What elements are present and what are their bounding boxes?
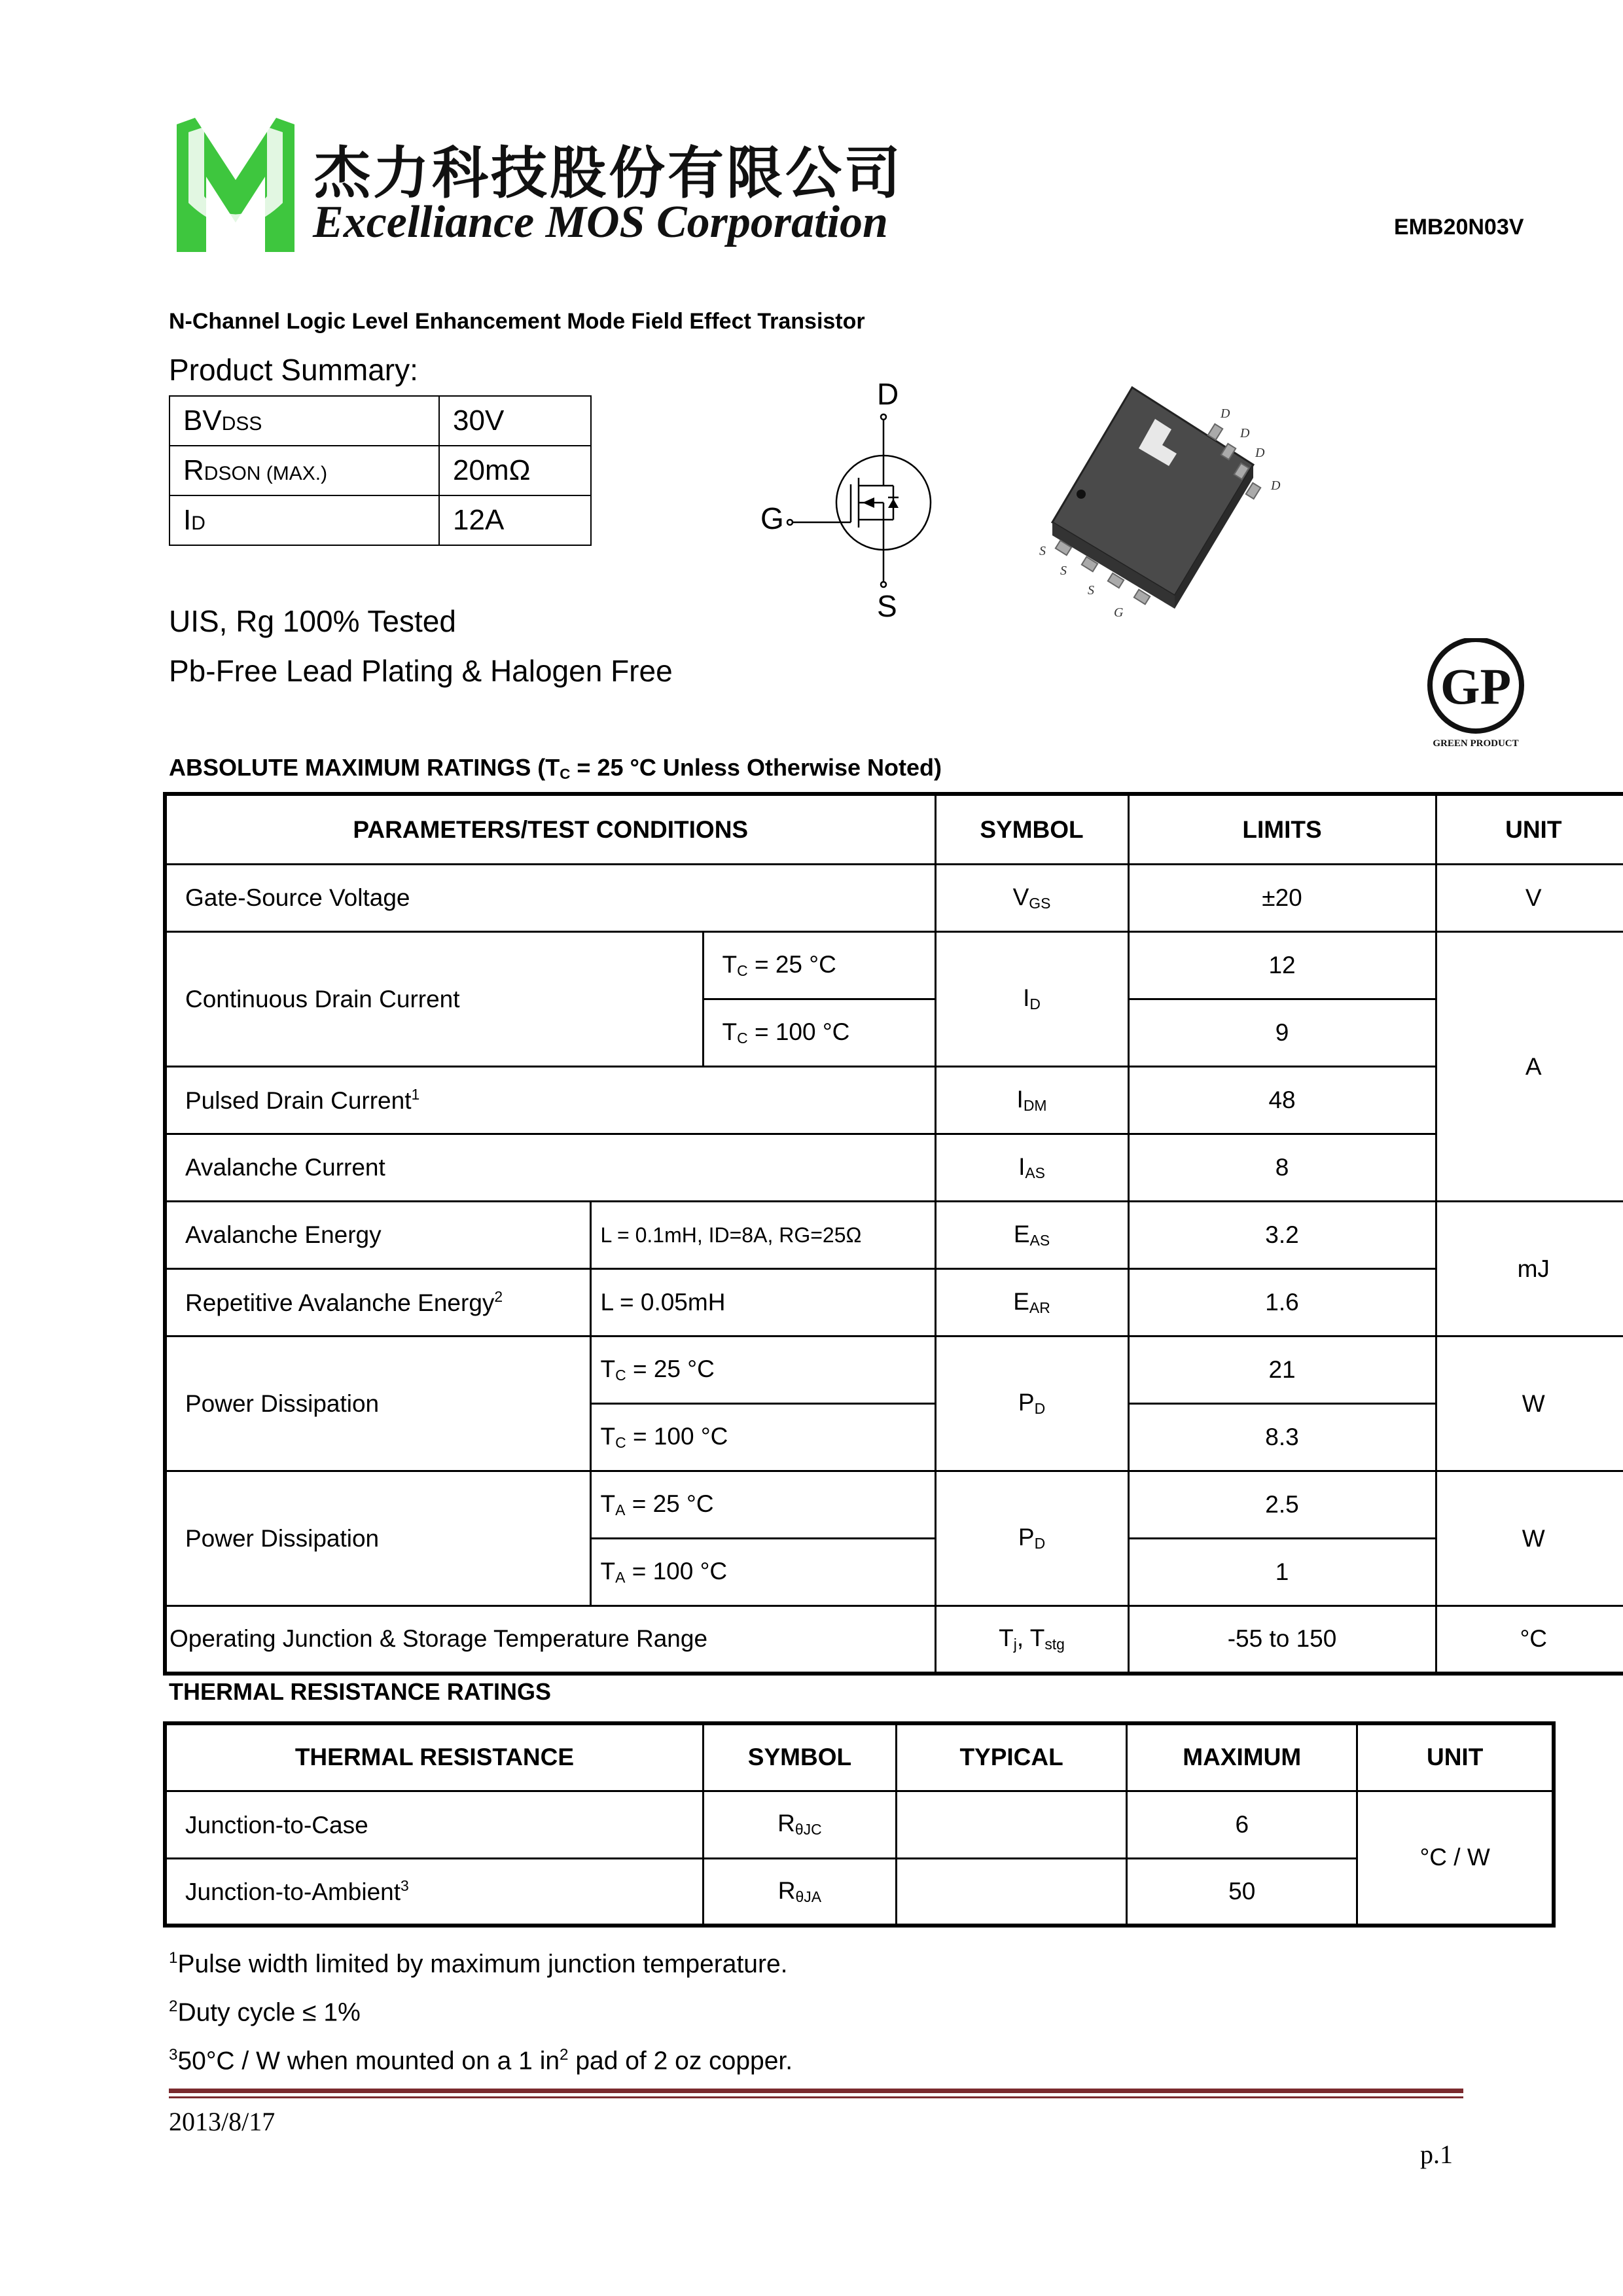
limit-cell: 2.5	[1128, 1471, 1436, 1539]
footer-rule	[169, 2089, 1463, 2093]
source-label: S	[877, 589, 897, 623]
condition-cell: $T_C = 25$ °C	[703, 932, 935, 999]
summary-param: R	[183, 454, 204, 486]
condition-cell: $T_C = 25$ °C	[590, 1336, 935, 1404]
feature-tested: UIS, Rg 100% Tested	[169, 604, 456, 638]
limit-cell: 9	[1128, 999, 1436, 1067]
typical-cell	[897, 1858, 1127, 1926]
mosfet-schematic	[753, 373, 949, 635]
summary-row	[169, 446, 591, 495]
abs-max-title: ABSOLUTE MAXIMUM RATINGS ($T_C = 25$ °C Unless Otherwise Noted)	[169, 754, 942, 782]
device-description: N-Channel Logic Level Enhancement Mode Field Effect Transistor	[169, 309, 865, 334]
unit-cell: mJ	[1436, 1202, 1623, 1336]
table-row	[165, 1336, 1623, 1404]
col-header-symbol: SYMBOL	[703, 1723, 896, 1791]
symbol-cell: $R_{\theta JC}$	[703, 1791, 896, 1858]
pin-label: D	[1240, 426, 1250, 440]
col-header-unit: UNIT	[1357, 1723, 1554, 1791]
condition-cell: L = 0.05mH	[590, 1269, 935, 1336]
pin-label: G	[1114, 605, 1124, 620]
col-header-params: PARAMETERS/TEST CONDITIONS	[165, 794, 935, 865]
unit-cell: °C / W	[1357, 1791, 1554, 1926]
pin-label: D	[1255, 446, 1265, 460]
table-row	[165, 1134, 1623, 1202]
symbol-cell: $T_j$, $T_{stg}$	[935, 1606, 1128, 1674]
condition-cell: $T_A = 100$ °C	[590, 1539, 935, 1606]
table-row	[165, 1202, 1623, 1269]
package-image	[1034, 380, 1309, 655]
unit-cell: V	[1436, 865, 1623, 932]
col-header-maximum: MAXIMUM	[1127, 1723, 1357, 1791]
table-row	[165, 1269, 1623, 1336]
summary-value: 20mΩ	[439, 446, 591, 495]
col-header-thermal: THERMAL RESISTANCE	[165, 1723, 703, 1791]
limit-cell: 21	[1128, 1336, 1436, 1404]
summary-param: BV	[183, 404, 222, 437]
pin-label: D	[1221, 406, 1230, 421]
table-row	[165, 865, 1623, 932]
thermal-resistance-table	[163, 1721, 1556, 1928]
product-summary-title: Product Summary:	[169, 353, 418, 387]
param-cell: Gate-Source Voltage	[165, 865, 935, 932]
param-cell: Continuous Drain Current	[165, 932, 703, 1067]
footer-rule-thin	[169, 2096, 1463, 2098]
gate-label: G	[760, 501, 784, 535]
gp-badge-caption: GREEN PRODUCT	[1433, 738, 1519, 749]
param-cell: Power Dissipation	[165, 1471, 590, 1606]
unit-cell: A	[1436, 932, 1623, 1202]
company-name-english: Excelliance MOS Corporation	[313, 197, 888, 247]
param-cell: Power Dissipation	[165, 1336, 590, 1471]
param-cell: Pulsed Drain Current$^1$	[165, 1067, 935, 1134]
summary-value: 12A	[439, 495, 591, 545]
summary-row	[169, 396, 591, 446]
maximum-cell: 6	[1127, 1791, 1357, 1858]
footnote-2: $^2$Duty cycle ≤ 1%	[169, 1998, 361, 2027]
feature-leadfree: Pb-Free Lead Plating & Halogen Free	[169, 654, 673, 688]
footnote-1: $^1$Pulse width limited by maximum junction temperature.	[169, 1949, 788, 1979]
pin-label: D	[1271, 478, 1281, 493]
param-cell: Repetitive Avalanche Energy$^2$	[165, 1269, 590, 1336]
unit-cell: °C	[1436, 1606, 1623, 1674]
table-row	[165, 1791, 1554, 1858]
condition-cell: $T_C = 100$ °C	[590, 1404, 935, 1471]
table-row	[165, 1067, 1623, 1134]
summary-param: I	[183, 504, 192, 536]
company-logo	[177, 118, 294, 252]
symbol-cell: $E_{AR}$	[935, 1269, 1128, 1336]
limit-cell: 12	[1128, 932, 1436, 999]
footnote-3: $^3$50°C / W when mounted on a 1 $in^2$ pad of 2 oz copper.	[169, 2046, 793, 2075]
table-header-row	[165, 794, 1623, 865]
limit-cell: 48	[1128, 1067, 1436, 1134]
param-cell: Junction-to-Ambient$^3$	[165, 1858, 703, 1926]
unit-cell: W	[1436, 1471, 1623, 1606]
summary-param-sub: DSS	[221, 413, 262, 435]
abs-max-ratings-table	[163, 792, 1623, 1676]
product-summary-table	[169, 395, 592, 546]
pin-label: S	[1060, 564, 1067, 578]
symbol-cell: $I_D$	[935, 932, 1128, 1067]
table-header-row	[165, 1723, 1554, 1791]
maximum-cell: 50	[1127, 1858, 1357, 1926]
table-row	[165, 932, 1623, 999]
symbol-cell: $I_{DM}$	[935, 1067, 1128, 1134]
symbol-cell: $P_D$	[935, 1336, 1128, 1471]
symbol-cell: $V_{GS}$	[935, 865, 1128, 932]
symbol-cell: $P_D$	[935, 1471, 1128, 1606]
summary-value: 30V	[439, 396, 591, 446]
table-row	[165, 1858, 1554, 1926]
unit-cell: W	[1436, 1336, 1623, 1471]
pin-label: S	[1088, 583, 1094, 598]
condition-cell: $T_C = 100$ °C	[703, 999, 935, 1067]
company-name-chinese: 杰力科技股份有限公司	[314, 140, 903, 206]
part-number: EMB20N03V	[1394, 215, 1524, 240]
pin-label: S	[1039, 544, 1046, 558]
limit-cell: 1	[1128, 1539, 1436, 1606]
thermal-title: THERMAL RESISTANCE RATINGS	[169, 1678, 552, 1705]
col-header-typical: TYPICAL	[897, 1723, 1127, 1791]
drain-label: D	[877, 377, 899, 411]
limit-cell: 8.3	[1128, 1404, 1436, 1471]
green-product-badge	[1417, 638, 1535, 749]
limit-cell: 3.2	[1128, 1202, 1436, 1269]
param-cell: Operating Junction & Storage Temperature Range	[165, 1606, 935, 1674]
param-cell: Avalanche Energy	[165, 1202, 590, 1269]
table-row	[165, 1606, 1623, 1674]
symbol-cell: $E_{AS}$	[935, 1202, 1128, 1269]
param-cell: Junction-to-Case	[165, 1791, 703, 1858]
limit-cell: 1.6	[1128, 1269, 1436, 1336]
table-row	[165, 1471, 1623, 1539]
gp-badge-text: GP	[1440, 658, 1512, 715]
summary-param-sub: D	[191, 512, 205, 534]
typical-cell	[897, 1791, 1127, 1858]
summary-row	[169, 495, 591, 545]
symbol-cell: $R_{\theta JA}$	[703, 1858, 896, 1926]
col-header-symbol: SYMBOL	[935, 794, 1128, 865]
limit-cell: 8	[1128, 1134, 1436, 1202]
param-cell: Avalanche Current	[165, 1134, 935, 1202]
col-header-limits: LIMITS	[1128, 794, 1436, 865]
limit-cell: ±20	[1128, 865, 1436, 932]
summary-param-sub: DSON (MAX.)	[204, 463, 328, 484]
footer-date: 2013/8/17	[169, 2107, 276, 2136]
col-header-unit: UNIT	[1436, 794, 1623, 865]
symbol-cell: $I_{AS}$	[935, 1134, 1128, 1202]
page-number: p.1	[1420, 2140, 1453, 2169]
limit-cell: -55 to 150	[1128, 1606, 1436, 1674]
condition-cell: L = 0.1mH, ID=8A, RG=25Ω	[590, 1202, 935, 1269]
condition-cell: $T_A = 25$ °C	[590, 1471, 935, 1539]
